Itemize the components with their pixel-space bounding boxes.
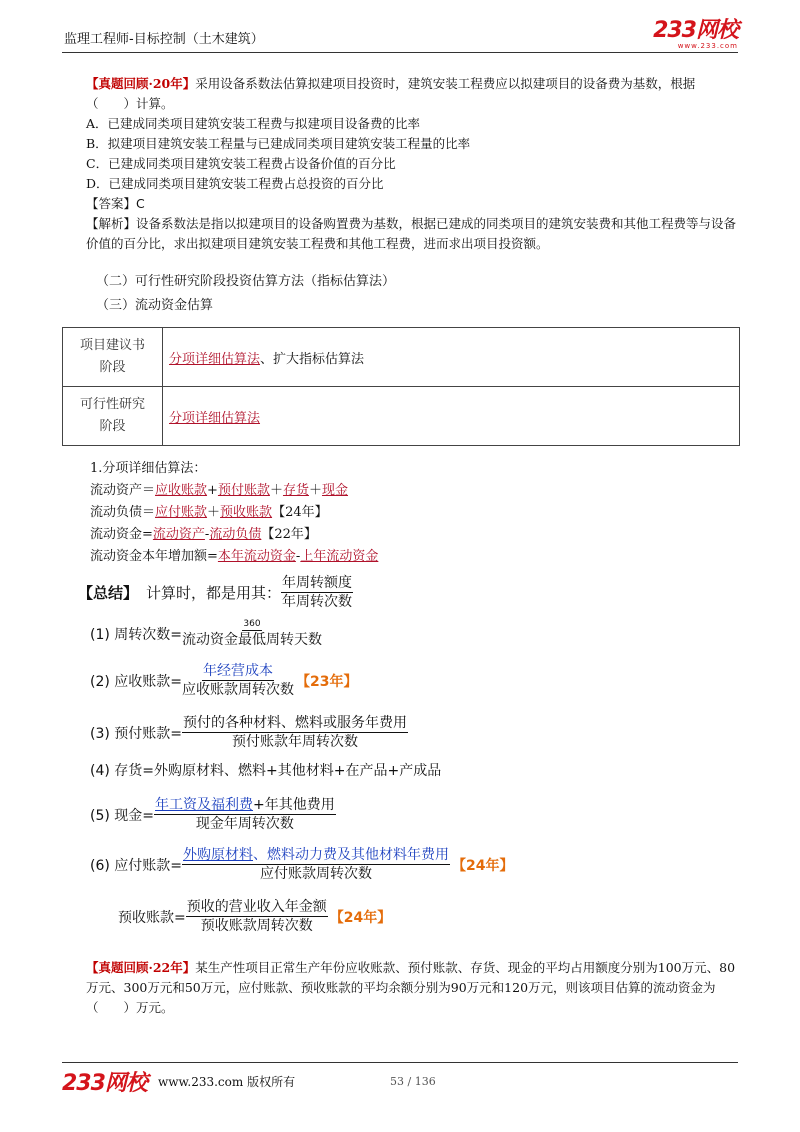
formula-inventory: (4) 存货=外购原材料、燃料+其他材料+在产品+产成品: [90, 763, 442, 779]
question-1-analysis: 【解析】设备系数法是指以拟建项目的设备购置费为基数，根据已建成的同类项目的建筑安装费和其他工程费等与设备价值的百分比，求出拟建项目建筑安装工程费和其他工程费，进而求出项目投资额。: [86, 216, 737, 251]
row-content-feasibility: 分项详细估算法: [163, 387, 740, 446]
summary-line: 【总结】 计算时，都是用其： $\frac{\text{年周转额度}}{\text{年周转次数}}$: [78, 575, 353, 610]
formula-payables: (6) 应付账款= $\frac{\text{外购原材料、燃料动力费及其他材料年费用}}{\text{应付账款周转次数}}$ 【24年】: [90, 847, 514, 882]
row-head-proposal: 项目建议书 阶段: [63, 328, 163, 387]
question-1-answer: 【答案】C: [86, 196, 145, 211]
question-1-stem: 【真题回顾·20年】采用设备系数法估算拟建项目投资时，建筑安装工程费应以拟建项目的设备费为基数，根据（ ）计算。: [86, 76, 696, 111]
header-divider: [62, 52, 738, 53]
brand-logo-url: www.233.com: [677, 42, 738, 50]
footer-logo: 233网校: [62, 1071, 147, 1096]
option-c: C．已建成同类项目建筑安装工程费占设备价值的百分比: [86, 156, 396, 171]
method-block: [90, 458, 742, 568]
working-capital-line: 流动资金=流动资产-流动负债【22年】: [90, 527, 317, 542]
brand-logo-text: 233网校: [653, 18, 738, 43]
question-1-options: [86, 114, 738, 194]
option-d: D．已建成同类项目建筑安装工程费占总投资的百分比: [86, 176, 384, 191]
formula-prepayments: (3) 预付账款= $\frac{\text{预付的各种材料、燃料或服务年费用}}{\text{预付账款年周转次数}}$: [90, 715, 408, 750]
footer-divider: [62, 1062, 738, 1063]
formula-advance-receipts: 预收账款= $\frac{\text{预收的营业收入年金额}}{\text{预收账款周转次数}}$ 【24年】: [118, 899, 392, 934]
row-content-proposal: 分项详细估算法、扩大指标估算法: [163, 328, 740, 387]
section-2-heading: （二）可行性研究阶段投资估算方法（指标估算法）: [96, 274, 396, 289]
row-head-feasibility: 可行性研究 阶段: [63, 387, 163, 446]
question-2-tag: 【真题回顾·22年】: [86, 960, 196, 975]
formula-turnover: (1) 周转次数= $\frac{360}{\text{流动资金最低周转天数}}$: [90, 619, 323, 648]
formula-cash: (5) 现金= $\frac{\text{年工资及福利费+年其他费用}}{\text{现金年周转次数}}$: [90, 797, 335, 832]
option-a: A．已建成同类项目建筑安装工程费与拟建项目设备费的比率: [86, 116, 421, 131]
current-liabilities-line: 流动负债＝应付账款＋预收账款【24年】: [90, 505, 328, 520]
page-number: 53 / 136: [390, 1075, 436, 1088]
table-row: [63, 387, 740, 446]
formula-receivables: (2) 应收账款= $\frac{\text{年经营成本}}{\text{应收账款周转次数}}$ 【23年】: [90, 663, 358, 698]
annual-increase-line: 流动资金本年增加额=本年流动资金-上年流动资金: [90, 549, 379, 564]
question-2-stem: 【真题回顾·22年】某生产性项目正常生产年份应收账款、预付账款、存货、现金的平均占用额度分别为100万元、80万元、300万元和50万元，应付账款、预收账款的平均余额分别为90万元和120万元，则该项目估算的流动资金为（ ）万元。: [86, 960, 736, 1015]
estimation-stage-table: [62, 327, 740, 446]
footer-copyright: www.233.com 版权所有: [158, 1075, 296, 1089]
table-row: [63, 328, 740, 387]
method-title: 1.分项详细估算法：: [90, 461, 207, 476]
question-1-tag: 【真题回顾·20年】: [86, 76, 196, 91]
document-title: 监理工程师-目标控制（土木建筑）: [64, 32, 264, 47]
brand-logo: [653, 20, 738, 50]
summary-fraction: $\frac{\text{年周转额度}}{\text{年周转次数}}$: [282, 575, 353, 610]
current-assets-line: 流动资产＝应收账款+预付账款＋存货＋现金: [90, 483, 349, 498]
section-3-heading: （三）流动资金估算: [96, 298, 214, 313]
option-b: B．拟建项目建筑安装工程量与已建成同类项目建筑安装工程量的比率: [86, 136, 471, 151]
